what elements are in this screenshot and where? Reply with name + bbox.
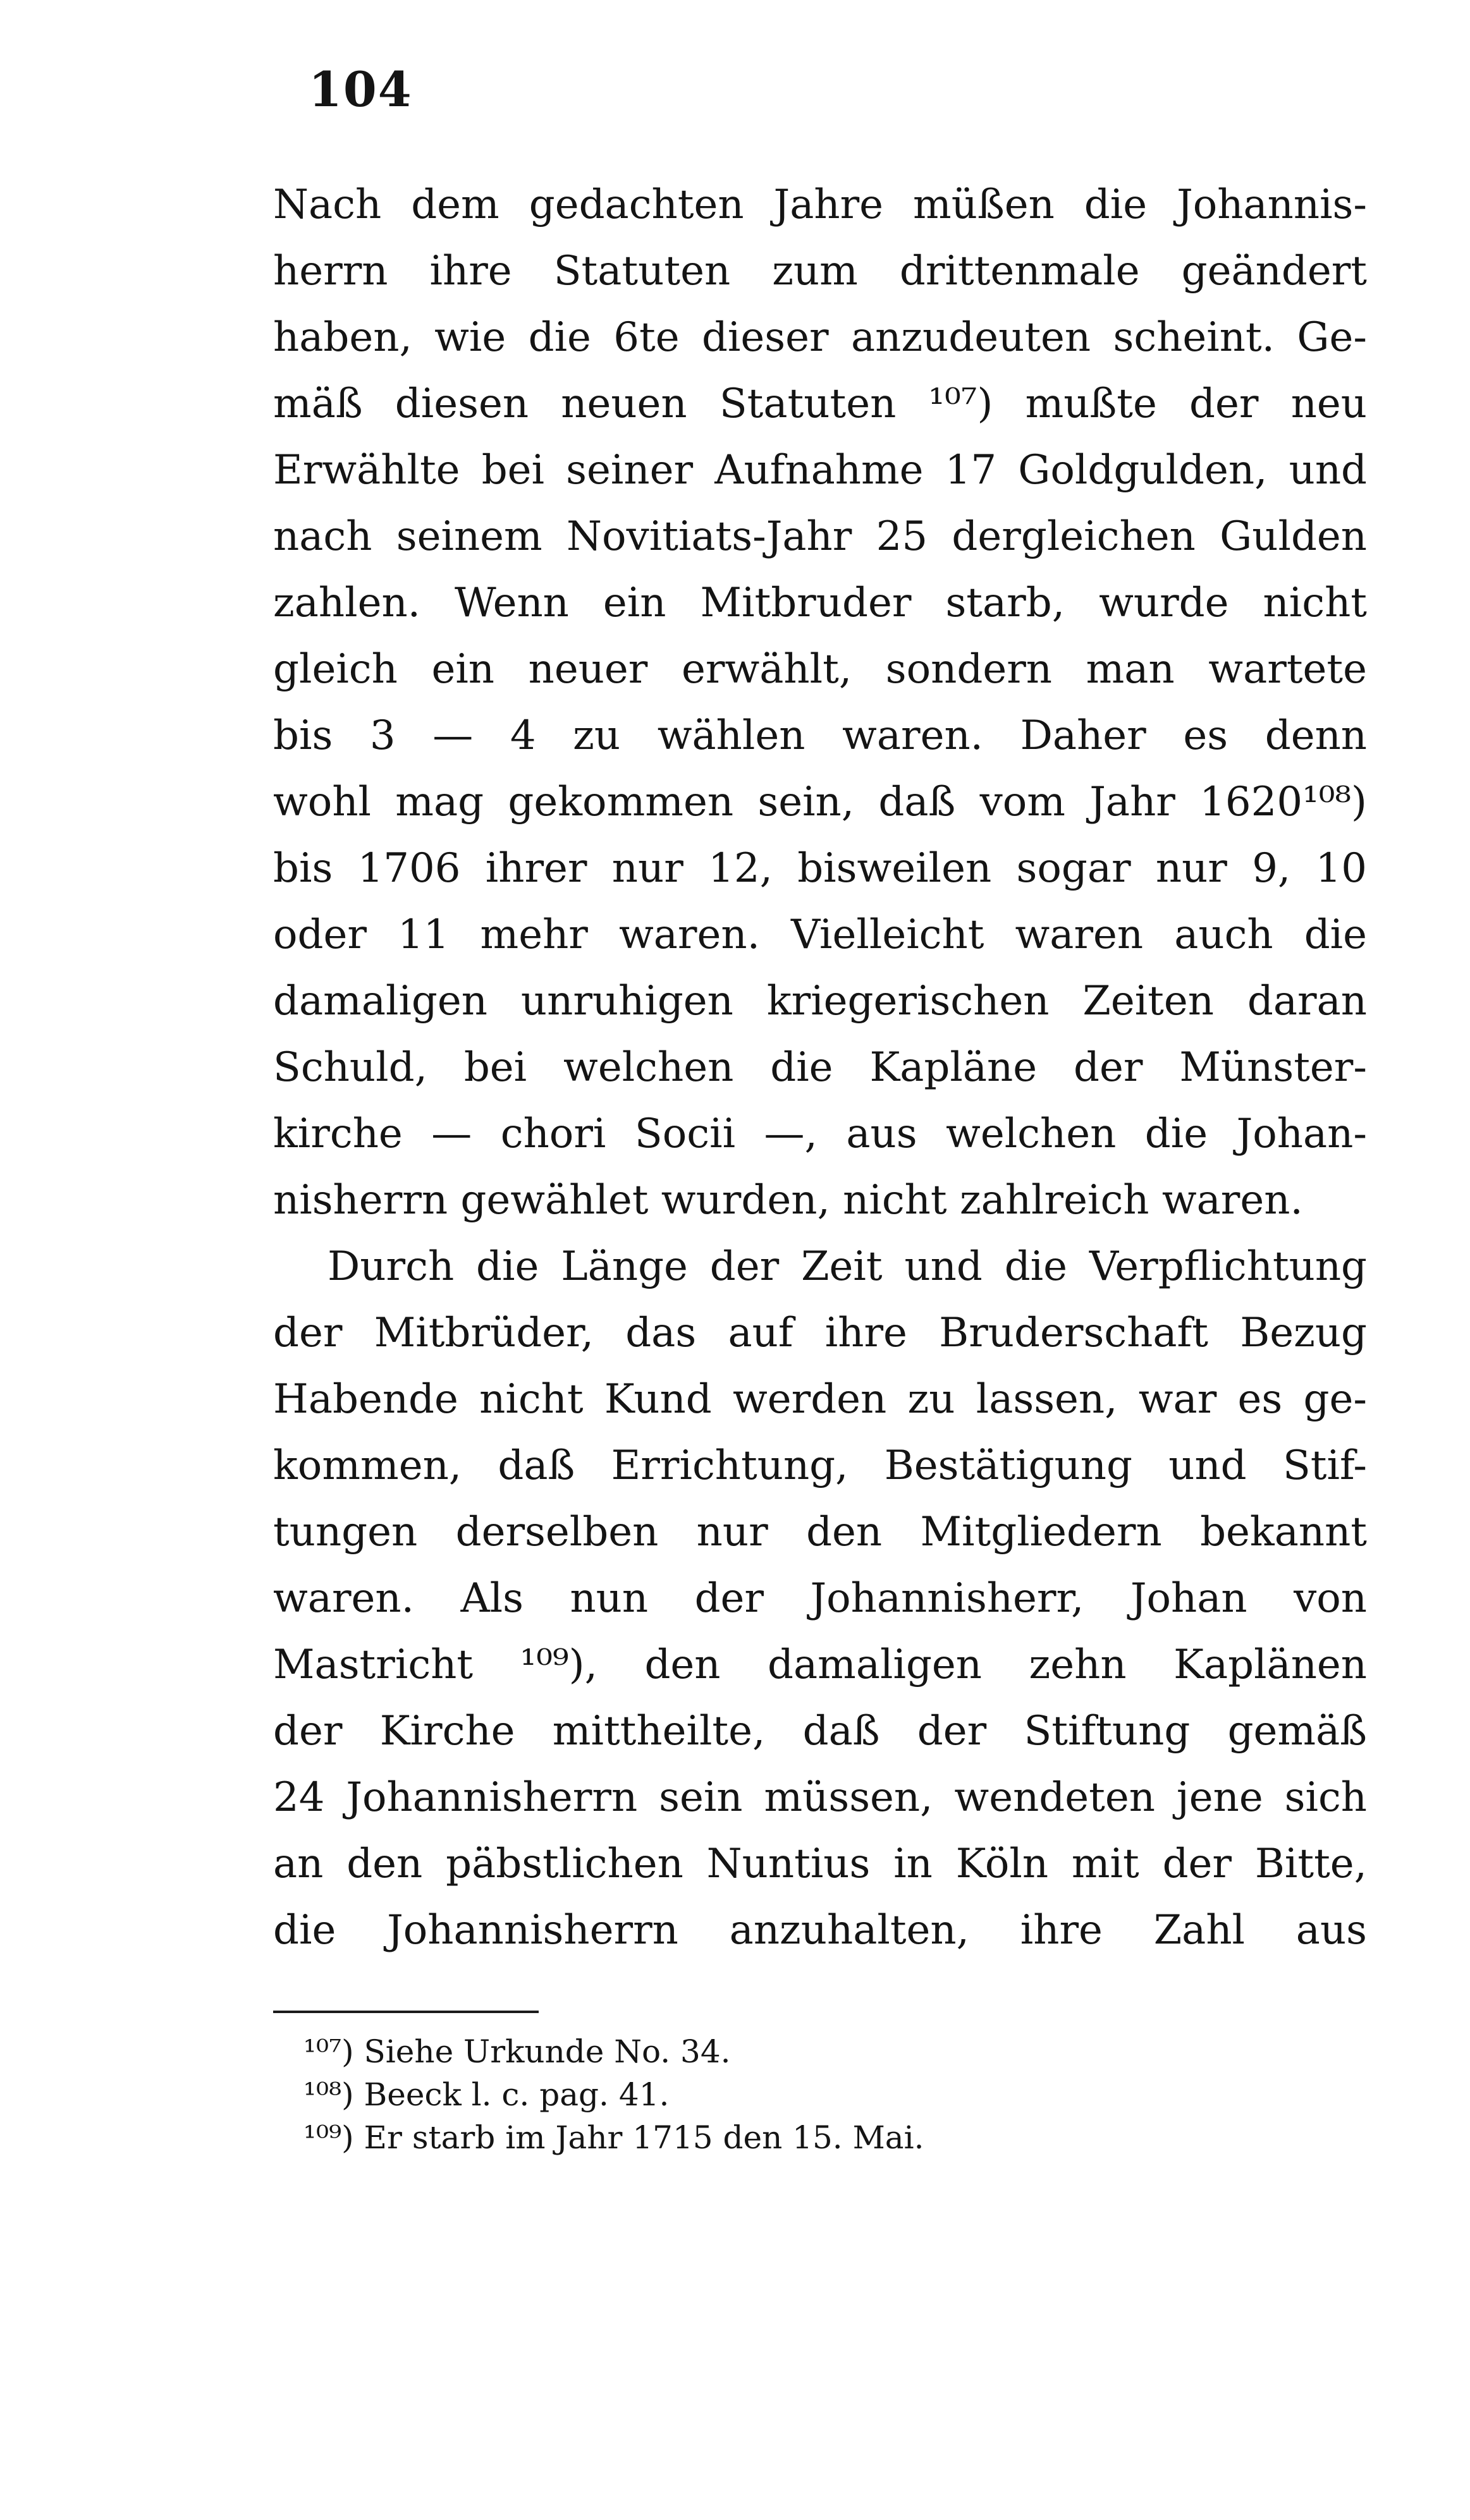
text-line: bis 3 — 4 zu wählen waren. Daher es denn (273, 712, 1367, 759)
text-line: die Johannisherrn anzuhalten, ihre Zahl aus (273, 1907, 1367, 1954)
text-line: Habende nicht Kund werden zu lassen, war es ge- (273, 1376, 1367, 1423)
text-line: nisherrn gewählet wurden, nicht zahlreich waren. (273, 1177, 1303, 1224)
text-line: Mastricht ¹⁰⁹), den damaligen zehn Kaplänen (273, 1641, 1367, 1688)
text-line: haben, wie die 6te dieser anzudeuten scheint. Ge- (273, 314, 1367, 361)
text-line: zahlen. Wenn ein Mitbruder starb, wurde nicht (273, 580, 1367, 626)
footnote: ¹⁰⁸) Beeck l. c. pag. 41. (303, 2076, 670, 2113)
text-line: gleich ein neuer erwählt, sondern man wartete (273, 646, 1367, 693)
text-line: wohl mag gekommen sein, daß vom Jahr 1620¹⁰⁸) (273, 779, 1367, 825)
text-line: 24 Johannisherrn sein müssen, wendeten jene sich (273, 1774, 1367, 1821)
text-line: damaligen unruhigen kriegerischen Zeiten daran (273, 978, 1367, 1025)
footnote: ¹⁰⁹) Er starb im Jahr 1715 den 15. Mai. (303, 2119, 924, 2156)
footnote-divider (273, 2011, 539, 2013)
text-line: mäß diesen neuen Statuten ¹⁰⁷) mußte der neu (273, 380, 1367, 427)
text-line: oder 11 mehr waren. Vielleicht waren auch die (273, 911, 1367, 958)
text-line: Erwählte bei seiner Aufnahme 17 Goldgulden, und (273, 447, 1367, 494)
text-line: kommen, daß Errichtung, Bestätigung und Stif- (273, 1442, 1367, 1489)
page-number: 104 (309, 61, 413, 118)
text-line: der Kirche mittheilte, daß der Stiftung gemäß (273, 1708, 1367, 1755)
text-line: kirche — chori Socii —, aus welchen die Johan- (273, 1111, 1367, 1157)
text-line: der Mitbrüder, das auf ihre Bruderschaft Bezug (273, 1310, 1367, 1356)
text-line: herrn ihre Statuten zum drittenmale geändert (273, 248, 1367, 295)
text-line: nach seinem Novitiats-Jahr 25 dergleichen Gulden (273, 513, 1367, 560)
footnotes (303, 2030, 1315, 2159)
text-line: waren. Als nun der Johannisherr, Johan von (273, 1575, 1367, 1622)
text-line: Nach dem gedachten Jahre müßen die Johannis- (273, 181, 1367, 228)
body-text (273, 172, 1367, 1964)
text-line: Schuld, bei welchen die Kapläne der Münster- (273, 1044, 1367, 1091)
footnote: ¹⁰⁷) Siehe Urkunde No. 34. (303, 2033, 731, 2070)
text-line: an den päbstlichen Nuntius in Köln mit der Bitte, (273, 1841, 1367, 1887)
text-line: Durch die Länge der Zeit und die Verpflichtung (328, 1243, 1367, 1290)
text-line: bis 1706 ihrer nur 12, bisweilen sogar nur 9, 10 (273, 845, 1367, 892)
text-line: tungen derselben nur den Mitgliedern bekannt (273, 1509, 1367, 1555)
